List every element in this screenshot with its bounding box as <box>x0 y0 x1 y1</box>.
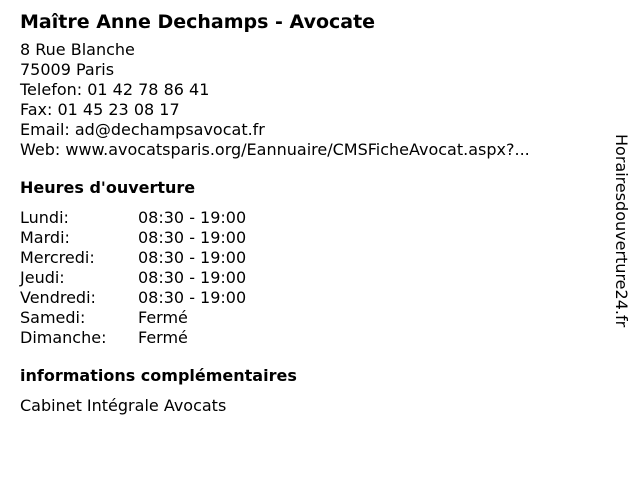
email-line: Email: ad@dechampsavocat.fr <box>20 120 265 139</box>
time-value: Fermé <box>138 308 188 327</box>
watermark-text: Horairesdouverture24.fr <box>612 134 631 328</box>
time-value: 08:30 - 19:00 <box>138 248 247 267</box>
time-value: 08:30 - 19:00 <box>138 228 247 247</box>
hours-table <box>20 208 600 348</box>
day-label: Mardi: <box>20 228 70 247</box>
phone-line: Telefon: 01 42 78 86 41 <box>20 80 210 99</box>
fax-line: Fax: 01 45 23 08 17 <box>20 100 180 119</box>
day-label: Lundi: <box>20 208 69 227</box>
hours-heading: Heures d'ouverture <box>20 178 196 197</box>
hours-row-tuesday <box>20 228 600 248</box>
hours-row-thursday <box>20 268 600 288</box>
hours-row-saturday <box>20 308 600 328</box>
hours-row-monday <box>20 208 600 228</box>
day-label: Dimanche: <box>20 328 107 347</box>
web-line: Web: www.avocatsparis.org/Eannuaire/CMSFicheAvocat.aspx?... <box>20 140 530 159</box>
time-value: 08:30 - 19:00 <box>138 288 247 307</box>
info-heading: informations complémentaires <box>20 366 297 385</box>
time-value: 08:30 - 19:00 <box>138 208 247 227</box>
day-label: Samedi: <box>20 308 86 327</box>
hours-row-wednesday <box>20 248 600 268</box>
hours-row-sunday <box>20 328 600 348</box>
day-label: Jeudi: <box>20 268 65 287</box>
day-label: Vendredi: <box>20 288 96 307</box>
address-street: 8 Rue Blanche <box>20 40 135 59</box>
hours-row-friday <box>20 288 600 308</box>
address-city: 75009 Paris <box>20 60 115 79</box>
info-text: Cabinet Intégrale Avocats <box>20 396 227 415</box>
page-title: Maître Anne Dechamps - Avocate <box>20 11 376 33</box>
business-card <box>20 9 600 416</box>
day-label: Mercredi: <box>20 248 95 267</box>
time-value: 08:30 - 19:00 <box>138 268 247 287</box>
time-value: Fermé <box>138 328 188 347</box>
